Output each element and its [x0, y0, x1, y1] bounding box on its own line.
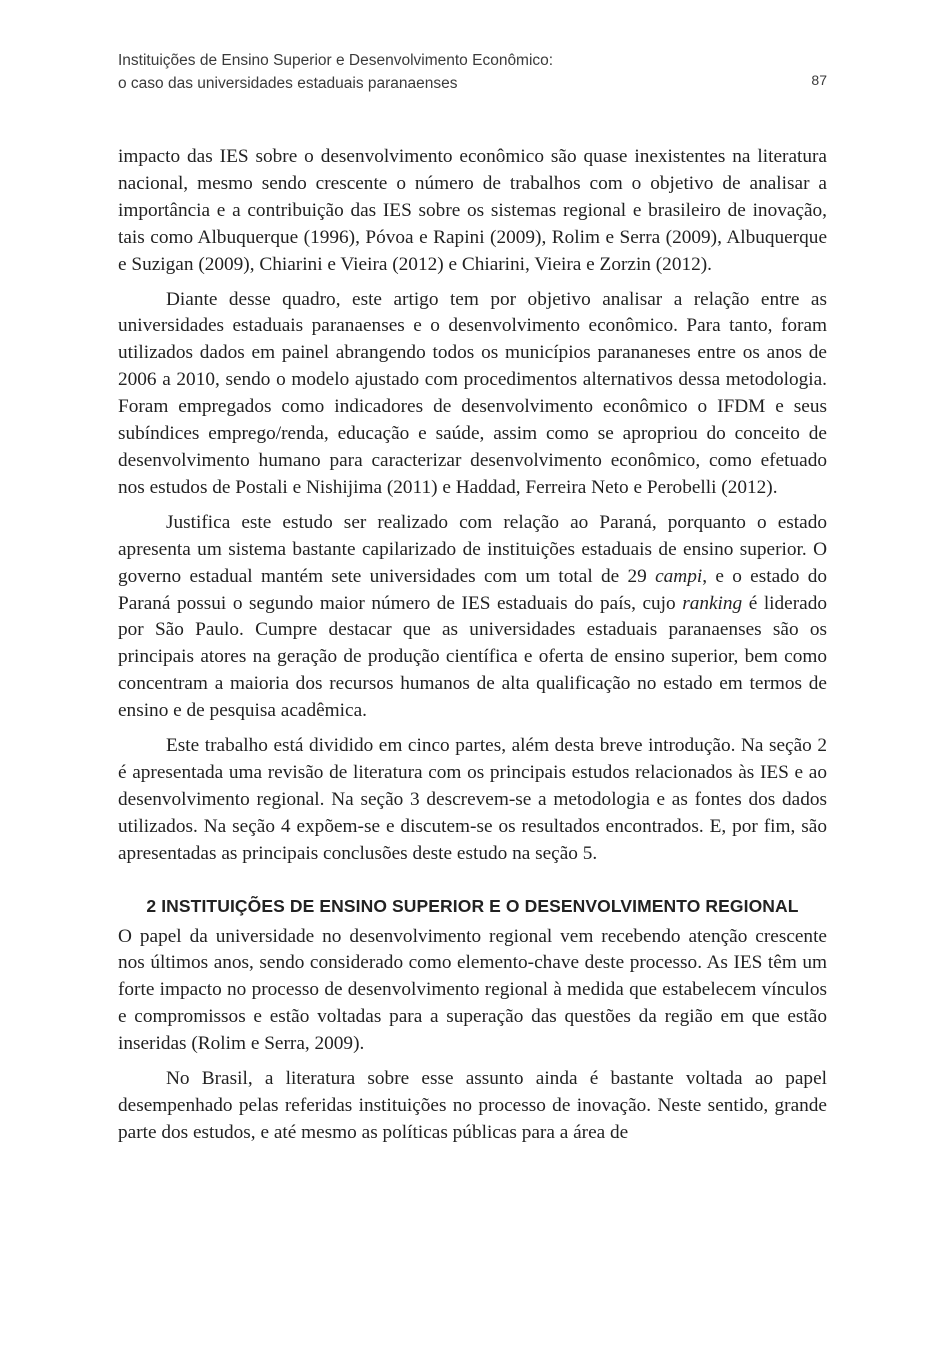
running-head-line-2: o caso das universidades estaduais paranaenses [118, 75, 458, 92]
running-head-line-1: Instituições de Ensino Superior e Desenvolvimento Econômico: [118, 52, 554, 69]
paragraph-3-part-c: é liderado por São Paulo. Cumpre destacar que as universidades estaduais paranaenses são os principais atores na geração de produção científica e oferta de ensino superior, bem como concentram a maioria dos recursos humanos de alta qualificação no estado em termos de ensino e de pesquisa acadêmica. [118, 592, 827, 722]
paragraph-3-part-b: , e o estado do Paraná possui o segundo maior número de IES estaduais do país, cujo [118, 565, 827, 614]
paragraph-5: O papel da universidade no desenvolvimento regional vem recebendo atenção crescente nos últimos anos, sendo considerado como elemento-chave deste processo. As IES têm um forte impacto no processo de desenvolvimento regional à medida que estabelecem vínculos e compromissos e estão voltadas para a superação das questões da região em que estão inseridas (Rolim e Serra, 2009). [118, 925, 827, 1055]
section-heading: 2 INSTITUIÇÕES DE ENSINO SUPERIOR E O DESENVOLVIMENTO REGIONAL [146, 895, 799, 916]
running-head [118, 49, 828, 95]
paragraph-6: No Brasil, a literatura sobre esse assunto ainda é bastante voltada ao papel desempenhado pelas referidas instituições no processo de inovação. Neste sentido, grande parte dos estudos, e até mesmo as políticas públicas para a área de [118, 1068, 827, 1143]
paragraph-4: Este trabalho está dividido em cinco partes, além desta breve introdução. Na seção 2 é apresentada uma revisão de literatura com os principais estudos relacionados às IES e ao desenvolvimento regional. Na seção 3 descrevem-se a metodologia e as fontes dos dados utilizados. Na seção 4 expõem-se e discutem-se os resultados encontrados. E, por fim, são apresentadas as principais conclusões deste estudo na seção 5. [118, 735, 827, 864]
paragraph-2: Diante desse quadro, este artigo tem por objetivo analisar a relação entre as universidades estaduais paranaenses e o desenvolvimento econômico. Para tanto, foram utilizados dados em painel abrangendo todos os municípios parananeses entre os anos de 2006 a 2010, sendo o modelo ajustado com procedimentos alternativos dessa metodologia. Foram empregados como indicadores de desenvolvimento econômico o IFDM e seus subíndices emprego/renda, educação e saúde, assim como se apropriou do conceito de desenvolvimento humano para caracterizar desenvolvimento econômico, como efetuado nos estudos de Postali e Nishijima (2011) e Haddad, Ferreira Neto e Perobelli (2012). [118, 288, 827, 498]
paragraph-1: impacto das IES sobre o desenvolvimento econômico são quase inexistentes na literatura nacional, mesmo sendo crescente o número de trabalhos com o objetivo de analisar a importância e a contribuição das IES sobre os sistemas regional e brasileiro de inovação, tais como Albuquerque (1996), Póvoa e Rapini (2009), Rolim e Serra (2009), Albuquerque e Suzigan (2009), Chiarini e Vieira (2012) e Chiarini, Vieira e Zorzin (2012). [118, 146, 827, 275]
body-text [118, 144, 827, 1155]
page-number: 87 [811, 72, 827, 88]
paragraph-3-part-a: Justifica este estudo ser realizado com relação ao Paraná, porquanto o estado apresenta um sistema bastante capilarizado de instituições estaduais de ensino superior. O governo estadual mantém sete universidades com um total de 29 [118, 511, 827, 587]
italic-campi: campi [655, 565, 703, 587]
italic-ranking: ranking [682, 592, 743, 614]
paragraph-3 [118, 510, 827, 725]
